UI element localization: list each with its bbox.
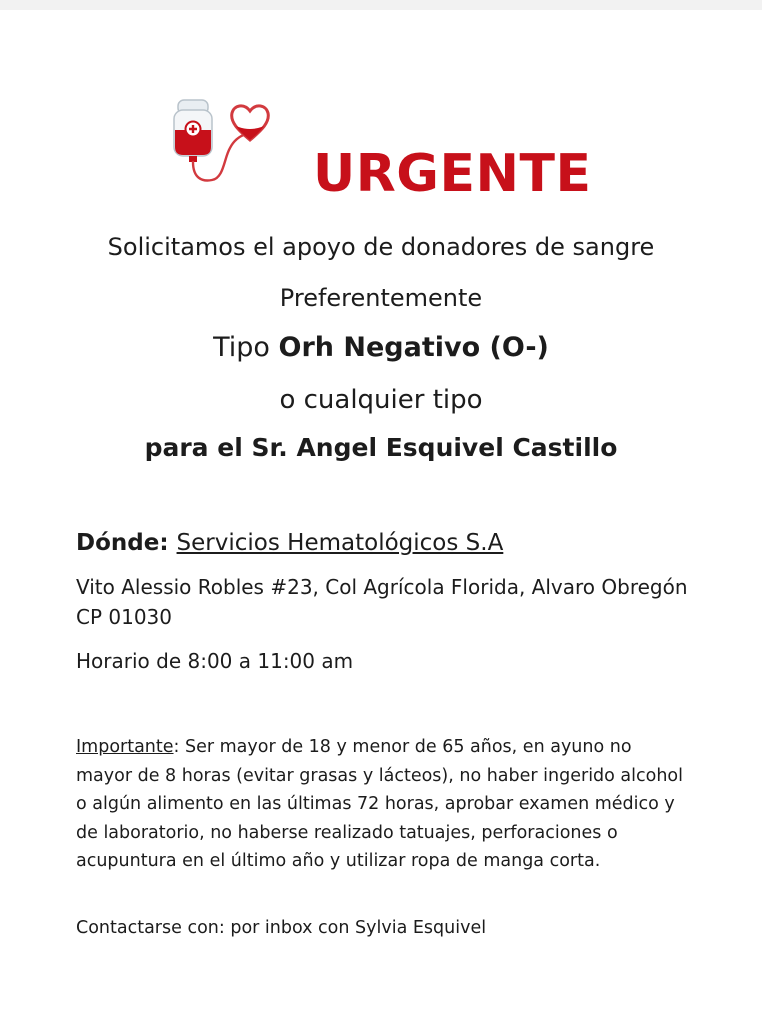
requirements-text: : Ser mayor de 18 y menor de 65 años, en ayuno no mayor de 8 horas (evitar grasas y lácteos), no haber ingerido alcohol o algún alimento en las últimas 72 horas, aprobar examen médico y de laboratorio, no haberse realizado tatuajes, perforaciones o acupuntura en el último año y utilizar ropa de manga corta. [76, 737, 684, 871]
address-text: Vito Alessio Robles #23, Col Agrícola Florida, Alvaro Obregón CP 01030 [76, 575, 688, 629]
blood-type-line [0, 331, 762, 365]
alternative-text: o cualquier tipo [279, 385, 483, 415]
location-name: Servicios Hematológicos S.A [176, 530, 504, 556]
location-line [76, 528, 696, 558]
where-label: Dónde: [76, 530, 177, 556]
blood-type: Orh Negativo (O-) [278, 332, 549, 363]
top-border [0, 0, 762, 10]
recipient-text: para el Sr. Angel Esquivel Castillo [144, 433, 618, 462]
requirements-paragraph [76, 733, 691, 876]
appeal-text: Solicitamos el apoyo de donadores de sangre [107, 233, 655, 261]
contact-text: Contactarse con: por inbox con Sylvia Esquivel [76, 918, 487, 938]
important-label: Importante [76, 737, 174, 757]
blood-bag-heart-icon [168, 96, 280, 188]
blood-type-prefix: Tipo [213, 332, 279, 363]
preference-text: Preferentemente [279, 284, 483, 312]
headline: URGENTE [313, 144, 592, 204]
hours-text: Horario de 8:00 a 11:00 am [76, 649, 354, 673]
